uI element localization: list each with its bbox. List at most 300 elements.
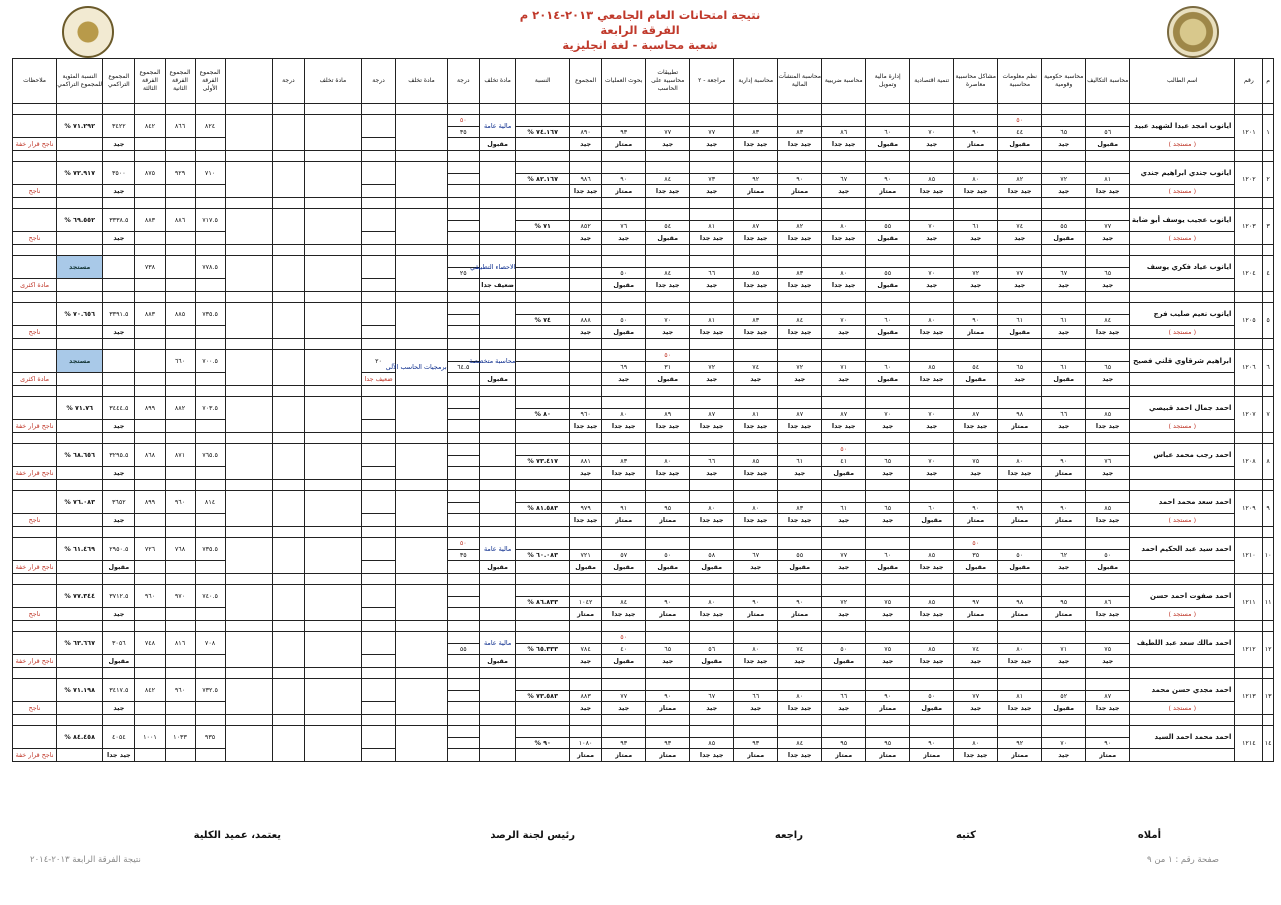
spacer-cell <box>516 339 570 350</box>
degree-1-grade <box>447 467 479 480</box>
mark-cell: ٦٥ <box>998 362 1042 373</box>
mark-cell: ٩٥ <box>866 738 910 749</box>
spacer-cell <box>646 104 690 115</box>
student-status <box>1130 561 1235 574</box>
above-mark-cell <box>954 632 998 644</box>
spacer-cell <box>516 433 570 444</box>
degree-2-grade <box>361 702 395 715</box>
grade-cell: جيد جدا <box>822 279 866 292</box>
grade-cell: مقبول <box>602 279 646 292</box>
year3-total: ١٠٠١ <box>135 726 165 749</box>
table-row-above <box>13 115 1274 127</box>
pct-cell: ٩٠ % <box>516 738 570 749</box>
grade-cell: جيد <box>954 702 998 715</box>
mark-cell: ٤٠ <box>602 644 646 655</box>
university-logo-icon <box>1167 6 1219 58</box>
grade-cell: جيد جدا <box>778 514 822 527</box>
grade-cell: جيد <box>734 702 778 715</box>
mark-cell: ٦١ <box>822 503 866 514</box>
spacer-cell <box>1042 574 1086 585</box>
grade-cell: مقبول <box>866 561 910 574</box>
spacer-cell <box>910 433 954 444</box>
student-name: احمد رجب محمد عباس <box>1130 444 1235 467</box>
spacer-cell <box>305 245 362 256</box>
spacer-cell <box>305 668 362 679</box>
mark-cell: ٧٠ <box>910 268 954 279</box>
total-grade-cell: جيد جدا <box>570 514 602 527</box>
grade-cell: جيد جدا <box>778 749 822 762</box>
table-row-above <box>13 632 1274 644</box>
student-status: ( مستجد ) <box>1130 185 1235 198</box>
spacer-cell <box>447 574 479 585</box>
spacer-cell <box>195 433 225 444</box>
spacer-cell <box>135 668 165 679</box>
fail-grade-1: مقبول <box>479 373 515 386</box>
mark-cell: ٦٧ <box>822 174 866 185</box>
total-above-cell <box>570 115 602 127</box>
fail-subject-3 <box>305 444 362 480</box>
grade-cell: مقبول <box>866 232 910 245</box>
above-mark-cell <box>734 115 778 127</box>
year1-total: ٧٤٠.٥ <box>195 585 225 608</box>
cumulative-grade: جيد <box>103 608 135 621</box>
year3-total: ٩٦٠ <box>135 585 165 608</box>
above-mark-cell <box>602 256 646 268</box>
above-mark-cell <box>1086 115 1130 127</box>
above-mark-cell <box>602 538 646 550</box>
year1-grade <box>195 420 225 433</box>
above-mark-cell <box>822 115 866 127</box>
spacer-cell <box>479 574 515 585</box>
total-above-cell <box>570 491 602 503</box>
above-mark-cell <box>646 585 690 597</box>
grade-cell: ممتاز <box>602 514 646 527</box>
spacer-cell <box>1042 104 1086 115</box>
mark-cell: ٧٧ <box>602 691 646 702</box>
serial-cell: ٣ <box>1263 209 1274 245</box>
degree-2-grade <box>361 514 395 527</box>
fail-grade-1: ضعيف جدا <box>479 279 515 292</box>
year2-grade <box>165 514 195 527</box>
spacer-cell <box>822 574 866 585</box>
col-name: اسم الطالب <box>1130 59 1235 104</box>
year3-grade <box>135 138 165 151</box>
mark-cell: ٦٧ <box>690 691 734 702</box>
spacer-cell <box>13 245 57 256</box>
spacer-cell <box>396 668 448 679</box>
spacer-cell <box>1086 480 1130 491</box>
spacer-cell <box>822 527 866 538</box>
grade-cell: جيد <box>822 373 866 386</box>
above-mark-cell <box>646 538 690 550</box>
mark-cell: ٨٥ <box>1086 409 1130 420</box>
mark-cell: ٨٣ <box>778 127 822 138</box>
spacer-cell <box>13 433 57 444</box>
year1-grade <box>195 185 225 198</box>
mark-cell: ٨٣ <box>602 456 646 467</box>
table-row-above <box>13 679 1274 691</box>
mark-cell: ٦٦ <box>690 268 734 279</box>
spacer-cell <box>910 198 954 209</box>
col-subject-6: إدارة مالية وتمويل <box>866 59 910 104</box>
grade-cell: مقبول <box>910 514 954 527</box>
above-mark-cell <box>778 538 822 550</box>
mark-cell: ٨٤ <box>602 597 646 608</box>
grade-cell: ممتاز <box>998 749 1042 762</box>
total-grade-cell <box>570 373 602 386</box>
table-row-grades <box>13 138 1274 151</box>
spacer-cell <box>305 621 362 632</box>
grade-cell: جيد <box>954 655 998 668</box>
above-mark-cell <box>602 397 646 409</box>
spacer-cell <box>447 715 479 726</box>
pct-grade-cell <box>516 185 570 198</box>
spacer-cell <box>998 339 1042 350</box>
student-name: ابراهيم شرقاوي قلني فصيح <box>1130 350 1235 373</box>
total-grade-cell: جيد <box>570 655 602 668</box>
spacer-cell <box>272 198 304 209</box>
student-name: ايانوب امجد عبدا لشهيد عبيد <box>1130 115 1235 138</box>
degree-3 <box>272 115 304 151</box>
above-mark-cell <box>778 491 822 503</box>
grade-cell: جيد جدا <box>690 326 734 339</box>
grade-cell: ممتاز <box>1042 467 1086 480</box>
year1-total: ٨٢٤ <box>195 115 225 138</box>
spacer-cell <box>13 198 57 209</box>
grade-cell: ممتاز <box>602 185 646 198</box>
grade-cell: ممتاز <box>866 185 910 198</box>
mark-cell: ٨٠ <box>602 409 646 420</box>
above-mark-cell <box>998 350 1042 362</box>
mark-cell: ٨٠ <box>734 503 778 514</box>
grade-cell: جيد جدا <box>1086 420 1130 433</box>
above-mark-cell <box>734 491 778 503</box>
grade-cell: جيد <box>954 279 998 292</box>
pct-grade-cell <box>516 467 570 480</box>
degree-2 <box>361 726 395 749</box>
year3-grade <box>135 608 165 621</box>
spacer-cell <box>1235 527 1263 538</box>
mark-cell: ٣٥ <box>954 550 998 561</box>
grade-cell: جيد <box>690 185 734 198</box>
spacer-cell <box>570 621 602 632</box>
fail-subject-1 <box>479 585 515 608</box>
above-mark-cell <box>1042 444 1086 456</box>
spacer-cell <box>778 245 822 256</box>
above-mark-cell <box>998 491 1042 503</box>
mark-cell: ٦٠ <box>866 550 910 561</box>
year3-total: ٨٧٥ <box>135 162 165 185</box>
total-grade-cell: جيد <box>570 326 602 339</box>
above-mark-cell <box>866 209 910 221</box>
spacer-cell <box>1263 574 1274 585</box>
degree-3 <box>272 585 304 621</box>
mark-cell: ٩٣ <box>602 127 646 138</box>
mark-cell: ٩٠ <box>954 127 998 138</box>
spacer-cell <box>447 339 479 350</box>
spacer-cell <box>1086 245 1130 256</box>
above-mark-cell <box>1086 303 1130 315</box>
spacer-cell <box>272 339 304 350</box>
degree-3 <box>272 491 304 527</box>
degree-2 <box>361 491 395 514</box>
spacer-cell <box>13 104 57 115</box>
fail-grade-1 <box>479 702 515 715</box>
grade-cell: ممتاز <box>778 608 822 621</box>
mark-cell: ٩٠ <box>1042 503 1086 514</box>
mark-cell: ٥٤ <box>646 221 690 232</box>
spacer-cell <box>1130 433 1235 444</box>
spacer-cell <box>778 574 822 585</box>
spacer-cell <box>910 480 954 491</box>
cumulative-pct: ٦٩.٥٥٢ % <box>57 209 103 232</box>
spacer-cell <box>305 433 362 444</box>
grade-cell: ممتاز <box>998 420 1042 433</box>
serial-cell: ١٠ <box>1263 538 1274 574</box>
grade-cell: جيد جدا <box>998 655 1042 668</box>
above-mark-cell <box>778 444 822 456</box>
year3-grade <box>135 420 165 433</box>
pct-cell <box>516 268 570 279</box>
above-mark-cell <box>1042 585 1086 597</box>
grade-cell: مقبول <box>822 655 866 668</box>
degree-1: ٣٥ <box>447 550 479 561</box>
degree-1-above <box>447 679 479 691</box>
above-mark-cell <box>1086 491 1130 503</box>
year2-total <box>165 256 195 279</box>
degree-2-grade <box>361 420 395 433</box>
degree-1-above <box>447 209 479 221</box>
mark-cell: ٥٠ <box>1086 550 1130 561</box>
spacer-cell <box>1086 198 1130 209</box>
above-mark-cell <box>778 726 822 738</box>
student-status: ( مستجد ) <box>1130 420 1235 433</box>
spacer-cell <box>305 198 362 209</box>
grade-cell: ممتاز <box>866 749 910 762</box>
row-spacer <box>13 715 1274 726</box>
grade-cell: جيد <box>602 232 646 245</box>
spacer-cell <box>13 621 57 632</box>
year1-grade <box>195 608 225 621</box>
col-degree-3: درجة <box>272 59 304 104</box>
spacer-cell <box>165 104 195 115</box>
grade-cell: مقبول <box>690 655 734 668</box>
year1-total: ٧٣٥.٥ <box>195 303 225 326</box>
above-mark-cell <box>646 726 690 738</box>
fail-subject-2 <box>396 115 448 151</box>
degree-2: ٢٠ <box>361 350 395 373</box>
spacer-cell <box>165 621 195 632</box>
spacer-cell <box>910 715 954 726</box>
spacer-cell <box>361 668 395 679</box>
spacer-cell <box>822 621 866 632</box>
above-mark-cell <box>822 726 866 738</box>
above-mark-cell <box>1042 538 1086 550</box>
spacer-cell <box>1086 386 1130 397</box>
spacer-cell <box>822 339 866 350</box>
spacer-cell <box>195 715 225 726</box>
pct-grade-cell <box>516 326 570 339</box>
above-mark-cell <box>734 303 778 315</box>
grade-cell: مقبول <box>1042 232 1086 245</box>
spacer-cell <box>778 480 822 491</box>
mark-cell: ٨٧ <box>954 409 998 420</box>
serial-cell: ٩ <box>1263 491 1274 527</box>
degree-2-grade: ضعيف جدا <box>361 373 395 386</box>
cumulative-pct-grade <box>57 232 103 245</box>
cumulative-pct: ٧٧.٣٤٤ % <box>57 585 103 608</box>
spacer-cell <box>13 715 57 726</box>
total-cell: ١٠٤٢ <box>570 597 602 608</box>
pct-above-cell <box>516 209 570 221</box>
pct-above-cell <box>516 585 570 597</box>
spacer-cell <box>734 668 778 679</box>
fail-subject-1 <box>479 209 515 232</box>
pct-cell: ٨٠ % <box>516 409 570 420</box>
above-mark-cell <box>822 585 866 597</box>
spacer-cell <box>998 104 1042 115</box>
pct-cell: ٨١.٥٨٣ % <box>516 503 570 514</box>
mark-cell: ٨٩ <box>646 409 690 420</box>
grade-cell: ممتاز <box>778 185 822 198</box>
fail-subject-2: برمجيات الحاسب الآلى <box>396 350 448 386</box>
grade-cell: جيد <box>1086 467 1130 480</box>
grade-cell: جيد جدا <box>734 326 778 339</box>
spacer-cell <box>954 104 998 115</box>
spacer-cell <box>1042 668 1086 679</box>
grade-cell: ممتاز <box>1086 749 1130 762</box>
above-mark-cell <box>910 726 954 738</box>
grade-cell: مقبول <box>1042 702 1086 715</box>
above-mark-cell <box>690 585 734 597</box>
degree-2-grade <box>361 608 395 621</box>
spacer-cell <box>866 386 910 397</box>
total-above-cell <box>570 679 602 691</box>
mark-cell: ٩٠ <box>778 174 822 185</box>
degree-2-grade <box>361 655 395 668</box>
notes-cell <box>13 585 57 608</box>
spacer-cell <box>1130 245 1235 256</box>
col-subject-2: محاسبة حكومية وقومية <box>1042 59 1086 104</box>
grade-cell: جيد جدا <box>910 373 954 386</box>
spacer-cell <box>165 433 195 444</box>
table-row-above <box>13 350 1274 362</box>
fail-subject-2 <box>396 397 448 433</box>
grade-cell: ممتاز <box>646 702 690 715</box>
fail-grade-1 <box>479 467 515 480</box>
mark-cell: ٨٦ <box>822 127 866 138</box>
mark-cell: ٨٢ <box>778 221 822 232</box>
spacer-cell <box>866 339 910 350</box>
grade-cell: مقبول <box>602 561 646 574</box>
mark-cell: ٩٥ <box>822 738 866 749</box>
mark-cell: ٧٥ <box>954 456 998 467</box>
faculty-of-commerce-logo-icon <box>62 6 114 58</box>
grade-cell: مقبول <box>866 326 910 339</box>
grade-cell: جيد <box>734 561 778 574</box>
spacer-cell <box>225 198 272 209</box>
mark-cell: ٧٠ <box>1042 738 1086 749</box>
spacer-cell <box>1263 151 1274 162</box>
spacer-cell <box>396 339 448 350</box>
serial-cell: ١ <box>1263 115 1274 151</box>
grade-cell: مقبول <box>1086 561 1130 574</box>
spacer-cell <box>690 245 734 256</box>
degree-3 <box>272 162 304 198</box>
year1-total: ٧٣٥.٥ <box>195 538 225 561</box>
grade-cell: جيد <box>822 326 866 339</box>
above-mark-cell <box>646 303 690 315</box>
col-degree-1: درجة <box>447 59 479 104</box>
footer-written: كتبه <box>955 830 976 841</box>
spacer-cell <box>690 668 734 679</box>
spacer-cell <box>396 104 448 115</box>
spacer-cell <box>57 574 103 585</box>
pct-above-cell <box>516 303 570 315</box>
fail-subject-1 <box>479 444 515 467</box>
spacer-cell <box>734 480 778 491</box>
spacer-cell <box>646 292 690 303</box>
student-status <box>1130 279 1235 292</box>
mark-cell: ٦٥ <box>866 503 910 514</box>
degree-1 <box>447 221 479 232</box>
cumulative-pct-grade <box>57 702 103 715</box>
spacer-cell <box>1263 621 1274 632</box>
student-name: احمد محمد احمد السيد <box>1130 726 1235 749</box>
spacer-cell <box>13 668 57 679</box>
spacer-cell <box>165 292 195 303</box>
degree-1-grade <box>447 185 479 198</box>
grade-cell: مقبول <box>1042 373 1086 386</box>
grade-cell: جيد جدا <box>954 185 998 198</box>
grade-cell: ممتاز <box>734 185 778 198</box>
spacer-cell <box>1263 292 1274 303</box>
grade-cell: ممتاز <box>602 749 646 762</box>
spacer-cell <box>910 151 954 162</box>
grade-cell: مقبول <box>646 561 690 574</box>
spacer-cell <box>396 386 448 397</box>
mark-cell: ٦٦ <box>1042 409 1086 420</box>
spacer-cell <box>361 621 395 632</box>
spacer-cell <box>1130 198 1235 209</box>
grade-cell: جيد جدا <box>734 138 778 151</box>
spacer-cell <box>734 433 778 444</box>
cumulative-pct: ٧١.٢٩٢ % <box>57 115 103 138</box>
degree-1 <box>447 597 479 608</box>
year3-grade <box>135 279 165 292</box>
grade-cell: مقبول <box>866 279 910 292</box>
year2-total: ٦٦٠ <box>165 350 195 373</box>
mark-cell: ٦٠ <box>866 362 910 373</box>
grade-cell: مقبول <box>822 467 866 480</box>
grade-cell: جيد جدا <box>646 185 690 198</box>
spacer-cell <box>866 574 910 585</box>
spacer-cell <box>690 433 734 444</box>
spacer-cell <box>954 433 998 444</box>
grade-cell: جيد جدا <box>778 702 822 715</box>
spacer-cell <box>1042 527 1086 538</box>
row-spacer <box>13 292 1274 303</box>
cumulative-total: ٣٤١٧.٥ <box>103 679 135 702</box>
above-mark-cell <box>734 162 778 174</box>
col-subject-4: مشاكل محاسبية معاصرة <box>954 59 998 104</box>
spacer-cell <box>225 433 272 444</box>
spacer-cell <box>570 292 602 303</box>
grade-cell: ممتاز <box>998 608 1042 621</box>
notes-cell <box>13 350 57 373</box>
grade-cell: جيد <box>1086 655 1130 668</box>
spacer-cell <box>195 198 225 209</box>
